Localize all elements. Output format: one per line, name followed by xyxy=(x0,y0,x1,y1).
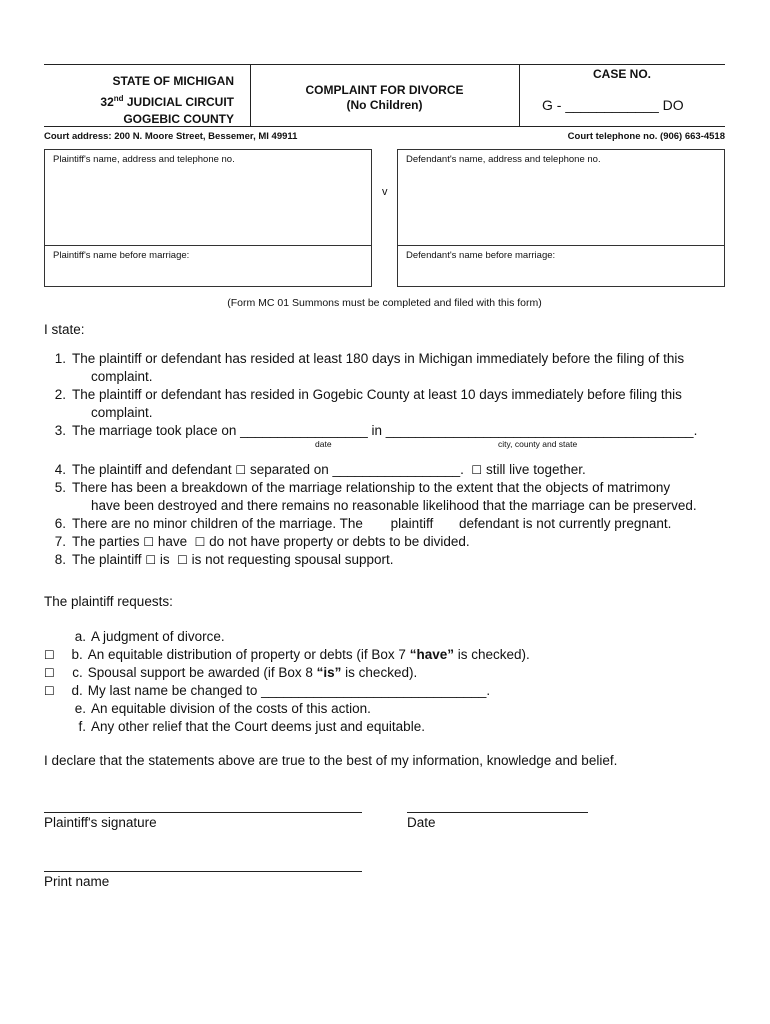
case-no-field[interactable]: G - ____________ DO xyxy=(542,97,684,113)
date-line[interactable] xyxy=(407,812,588,813)
requests-list xyxy=(44,628,734,736)
live-together-checkbox[interactable]: ☐ xyxy=(471,463,483,477)
plaintiff-info-label: Plaintiff's name, address and telephone no. xyxy=(53,154,235,165)
i-state-heading: I state: xyxy=(44,322,85,337)
request-b-checkbox[interactable]: ☐ xyxy=(44,648,55,662)
court-county: GOGEBIC COUNTY xyxy=(123,112,234,126)
defendant-maiden-label: Defendant's name before marriage: xyxy=(406,250,556,261)
no-property-checkbox[interactable]: ☐ xyxy=(194,535,206,549)
plaintiff-signature-line[interactable] xyxy=(44,812,362,813)
statement-4: 4. The plaintiff and defendant ☐ separated on _________________. ☐ still live together. xyxy=(54,462,586,477)
summons-note: (Form MC 01 Summons must be completed and filed with this form) xyxy=(227,297,542,309)
court-circuit: 32nd JUDICIAL CIRCUIT xyxy=(100,94,234,109)
statements-list-2 xyxy=(44,461,734,569)
separated-checkbox[interactable]: ☐ xyxy=(235,463,247,477)
requests-heading: The plaintiff requests: xyxy=(44,594,173,609)
request-d: ☐ d. My last name be changed to ______________________________. xyxy=(44,683,491,698)
statement-1: 1. The plaintiff or defendant has resided at least 180 days in Michigan immediately before the filing of this xyxy=(54,351,685,366)
pregnant-plaintiff-option[interactable]: plaintiff xyxy=(390,516,434,531)
marriage-place-caption: city, county and state xyxy=(498,439,578,449)
have-property-checkbox[interactable]: ☐ xyxy=(143,535,155,549)
marriage-date-caption: date xyxy=(315,439,332,449)
statement-2: 2. The plaintiff or defendant has resided in Gogebic County at least 10 days immediately before filing this xyxy=(54,387,682,402)
spousal-support-is-checkbox[interactable]: ☐ xyxy=(145,553,157,567)
court-block xyxy=(44,73,250,128)
versus-label: v xyxy=(382,186,388,198)
statements-list xyxy=(44,350,734,440)
plaintiff-signature-label: Plaintiff's signature xyxy=(44,815,157,830)
case-no-label: CASE NO. xyxy=(592,67,651,81)
request-c: ☐ c. Spousal support be awarded (if Box 8 “is” is checked). xyxy=(44,665,418,680)
date-label: Date xyxy=(407,815,436,830)
request-a: a. A judgment of divorce. xyxy=(74,629,225,644)
statement-7: 7. The parties ☐ have ☐ do not have property or debts to be divided. xyxy=(54,534,470,549)
request-b: ☐ b. An equitable distribution of property or debts (if Box 7 “have” is checked). xyxy=(44,647,530,662)
defendant-info-label: Defendant's name, address and telephone no. xyxy=(406,154,601,165)
request-e: e. An equitable division of the costs of this action. xyxy=(74,701,371,716)
form-subtitle: (No Children) xyxy=(346,98,423,112)
defendant-box-divider xyxy=(397,245,725,246)
form-title: COMPLAINT FOR DIVORCE xyxy=(305,83,464,97)
request-d-checkbox[interactable]: ☐ xyxy=(44,684,55,698)
statement-2-cont: complaint. xyxy=(91,405,153,420)
request-f: f. Any other relief that the Court deems just and equitable. xyxy=(78,719,425,734)
plaintiff-maiden-label: Plaintiff's name before marriage: xyxy=(53,250,190,261)
plaintiff-info-box[interactable] xyxy=(44,149,372,287)
print-name-line[interactable] xyxy=(44,871,362,872)
court-telephone: Court telephone no. (906) 663-4518 xyxy=(567,131,725,142)
pregnant-defendant-option[interactable]: defendant is not currently pregnant. xyxy=(458,516,672,531)
defendant-info-box[interactable] xyxy=(397,149,725,287)
statement-6: 6. There are no minor children of the marriage. The plaintiff defendant is not currently pregnant. xyxy=(54,516,672,531)
form-title-block xyxy=(250,83,519,113)
declaration-text: I declare that the statements above are true to the best of my information, knowledge and belief. xyxy=(44,753,618,768)
statement-3[interactable]: 3. The marriage took place on _________________ in _________________________________________. xyxy=(54,423,698,438)
plaintiff-box-divider xyxy=(44,245,372,246)
spousal-support-is-not-checkbox[interactable]: ☐ xyxy=(177,553,188,567)
header-top-rule xyxy=(44,64,725,65)
court-address: Court address: 200 N. Moore Street, Bessemer, MI 49911 xyxy=(44,131,298,142)
statement-1-cont: complaint. xyxy=(91,369,153,384)
request-c-checkbox[interactable]: ☐ xyxy=(44,666,55,680)
statement-5-cont: have been destroyed and there remains no reasonable likelihood that the marriage can be preserved. xyxy=(91,498,697,513)
statement-8: 8. The plaintiff ☐ is ☐ is not requesting spousal support. xyxy=(54,552,394,567)
print-name-label: Print name xyxy=(44,874,110,889)
statement-5: 5. There has been a breakdown of the marriage relationship to the extent that the objects of matrimony xyxy=(54,480,671,495)
court-state: STATE OF MICHIGAN xyxy=(112,74,234,88)
